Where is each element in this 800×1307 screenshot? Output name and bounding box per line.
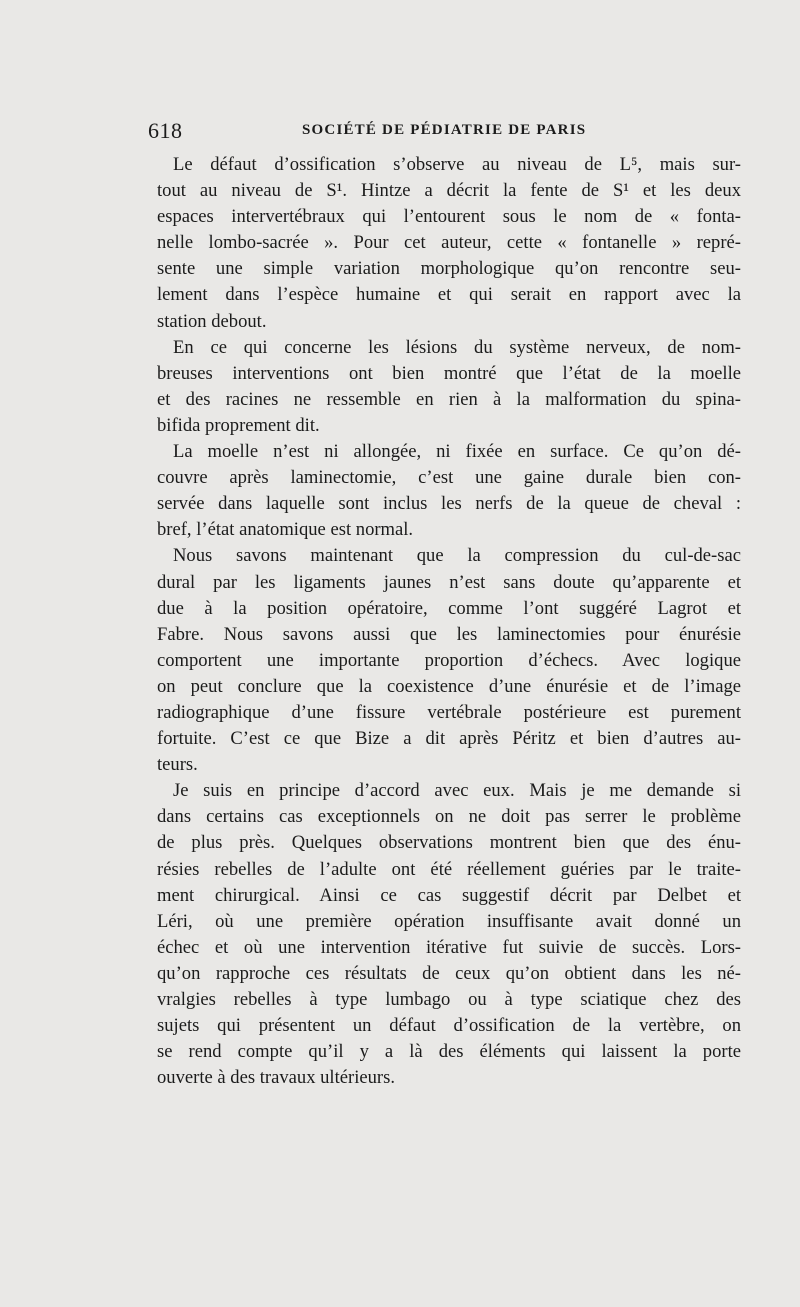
text-line: servée dans laquelle sont inclus les nerfs de la queue de cheval : bbox=[157, 493, 741, 515]
text-line: et des racines ne ressemble en rien à la malformation du spina- bbox=[157, 388, 741, 410]
text-line: nelle lombo-sacrée ». Pour cet auteur, cette « fontanelle » repré- bbox=[157, 232, 741, 254]
text-line: La moelle n’est ni allongée, ni fixée en surface. Ce qu’on dé- bbox=[173, 441, 741, 463]
text-line: couvre après laminectomie, c’est une gaine durale bien con- bbox=[157, 467, 741, 489]
text-line: dans certains cas exceptionnels on ne doit pas serrer le problème bbox=[157, 806, 741, 828]
running-title: SOCIÉTÉ DE PÉDIATRIE DE PARIS bbox=[302, 122, 587, 138]
text-line: station debout. bbox=[157, 310, 267, 332]
text-line: vralgies rebelles à type lumbago ou à type sciatique chez des bbox=[157, 989, 741, 1010]
text-line: bifida proprement dit. bbox=[157, 414, 320, 436]
text-line: Léri, où une première opération insuffisante avait donné un bbox=[157, 910, 741, 932]
text-line: lement dans l’espèce humaine et qui serait en rapport avec la bbox=[157, 284, 741, 306]
text-line: bref, l’état anatomique est normal. bbox=[157, 519, 414, 541]
text-line: radiographique d’une fissure vertébrale postérieure est purement bbox=[157, 701, 741, 723]
text-line: on peut conclure que la coexistence d’une énurésie et de l’image bbox=[157, 675, 741, 697]
text-line: due à la position opératoire, comme l’ont suggéré Lagrot et bbox=[157, 597, 741, 619]
body-text bbox=[157, 152, 741, 1091]
text-line: dural par les ligaments jaunes n’est sans doute qu’apparente et bbox=[157, 571, 741, 593]
text-line: teurs. bbox=[157, 754, 198, 776]
text-line: tout au niveau de S¹. Hintze a décrit la fente de S¹ et les deux bbox=[157, 180, 741, 202]
text-line: Nous savons maintenant que la compression du cul-de-sac bbox=[173, 545, 741, 567]
text-line: ment chirurgical. Ainsi ce cas suggestif décrit par Delbet et bbox=[157, 884, 741, 906]
text-line: comportent une importante proportion d’échecs. Avec logique bbox=[157, 649, 741, 671]
text-line: fortuite. C’est ce que Bize a dit après Péritz et bien d’autres au- bbox=[157, 728, 741, 750]
text-line: résies rebelles de l’adulte ont été réellement guéries par le traite- bbox=[157, 858, 741, 880]
page-header bbox=[148, 118, 648, 146]
text-line: ouverte à des travaux ultérieurs. bbox=[157, 1067, 396, 1089]
text-line: Je suis en principe d’accord avec eux. Mais je me demande si bbox=[173, 780, 741, 802]
text-line: espaces intervertébraux qui l’entourent sous le nom de « fonta- bbox=[157, 206, 741, 228]
text-line: de plus près. Quelques observations montrent bien que des énu- bbox=[157, 832, 741, 854]
text-line: En ce qui concerne les lésions du système nerveux, de nom- bbox=[173, 336, 741, 358]
text-line: échec et où une intervention itérative fut suivie de succès. Lors- bbox=[157, 936, 741, 958]
text-line: sente une simple variation morphologique qu’on rencontre seu- bbox=[157, 258, 741, 280]
text-line: qu’on rapproche ces résultats de ceux qu’on obtient dans les né- bbox=[157, 962, 741, 984]
text-line: se rend compte qu’il y a là des éléments qui laissent la porte bbox=[157, 1041, 741, 1063]
text-line: Le défaut d’ossification s’observe au niveau de L⁵, mais sur- bbox=[173, 154, 741, 175]
page-number: 618 bbox=[148, 118, 183, 143]
text-line: sujets qui présentent un défaut d’ossification de la vertèbre, on bbox=[157, 1015, 741, 1037]
text-line: breuses interventions ont bien montré que l’état de la moelle bbox=[157, 362, 741, 384]
text-line: Fabre. Nous savons aussi que les laminectomies pour énurésie bbox=[157, 623, 741, 645]
